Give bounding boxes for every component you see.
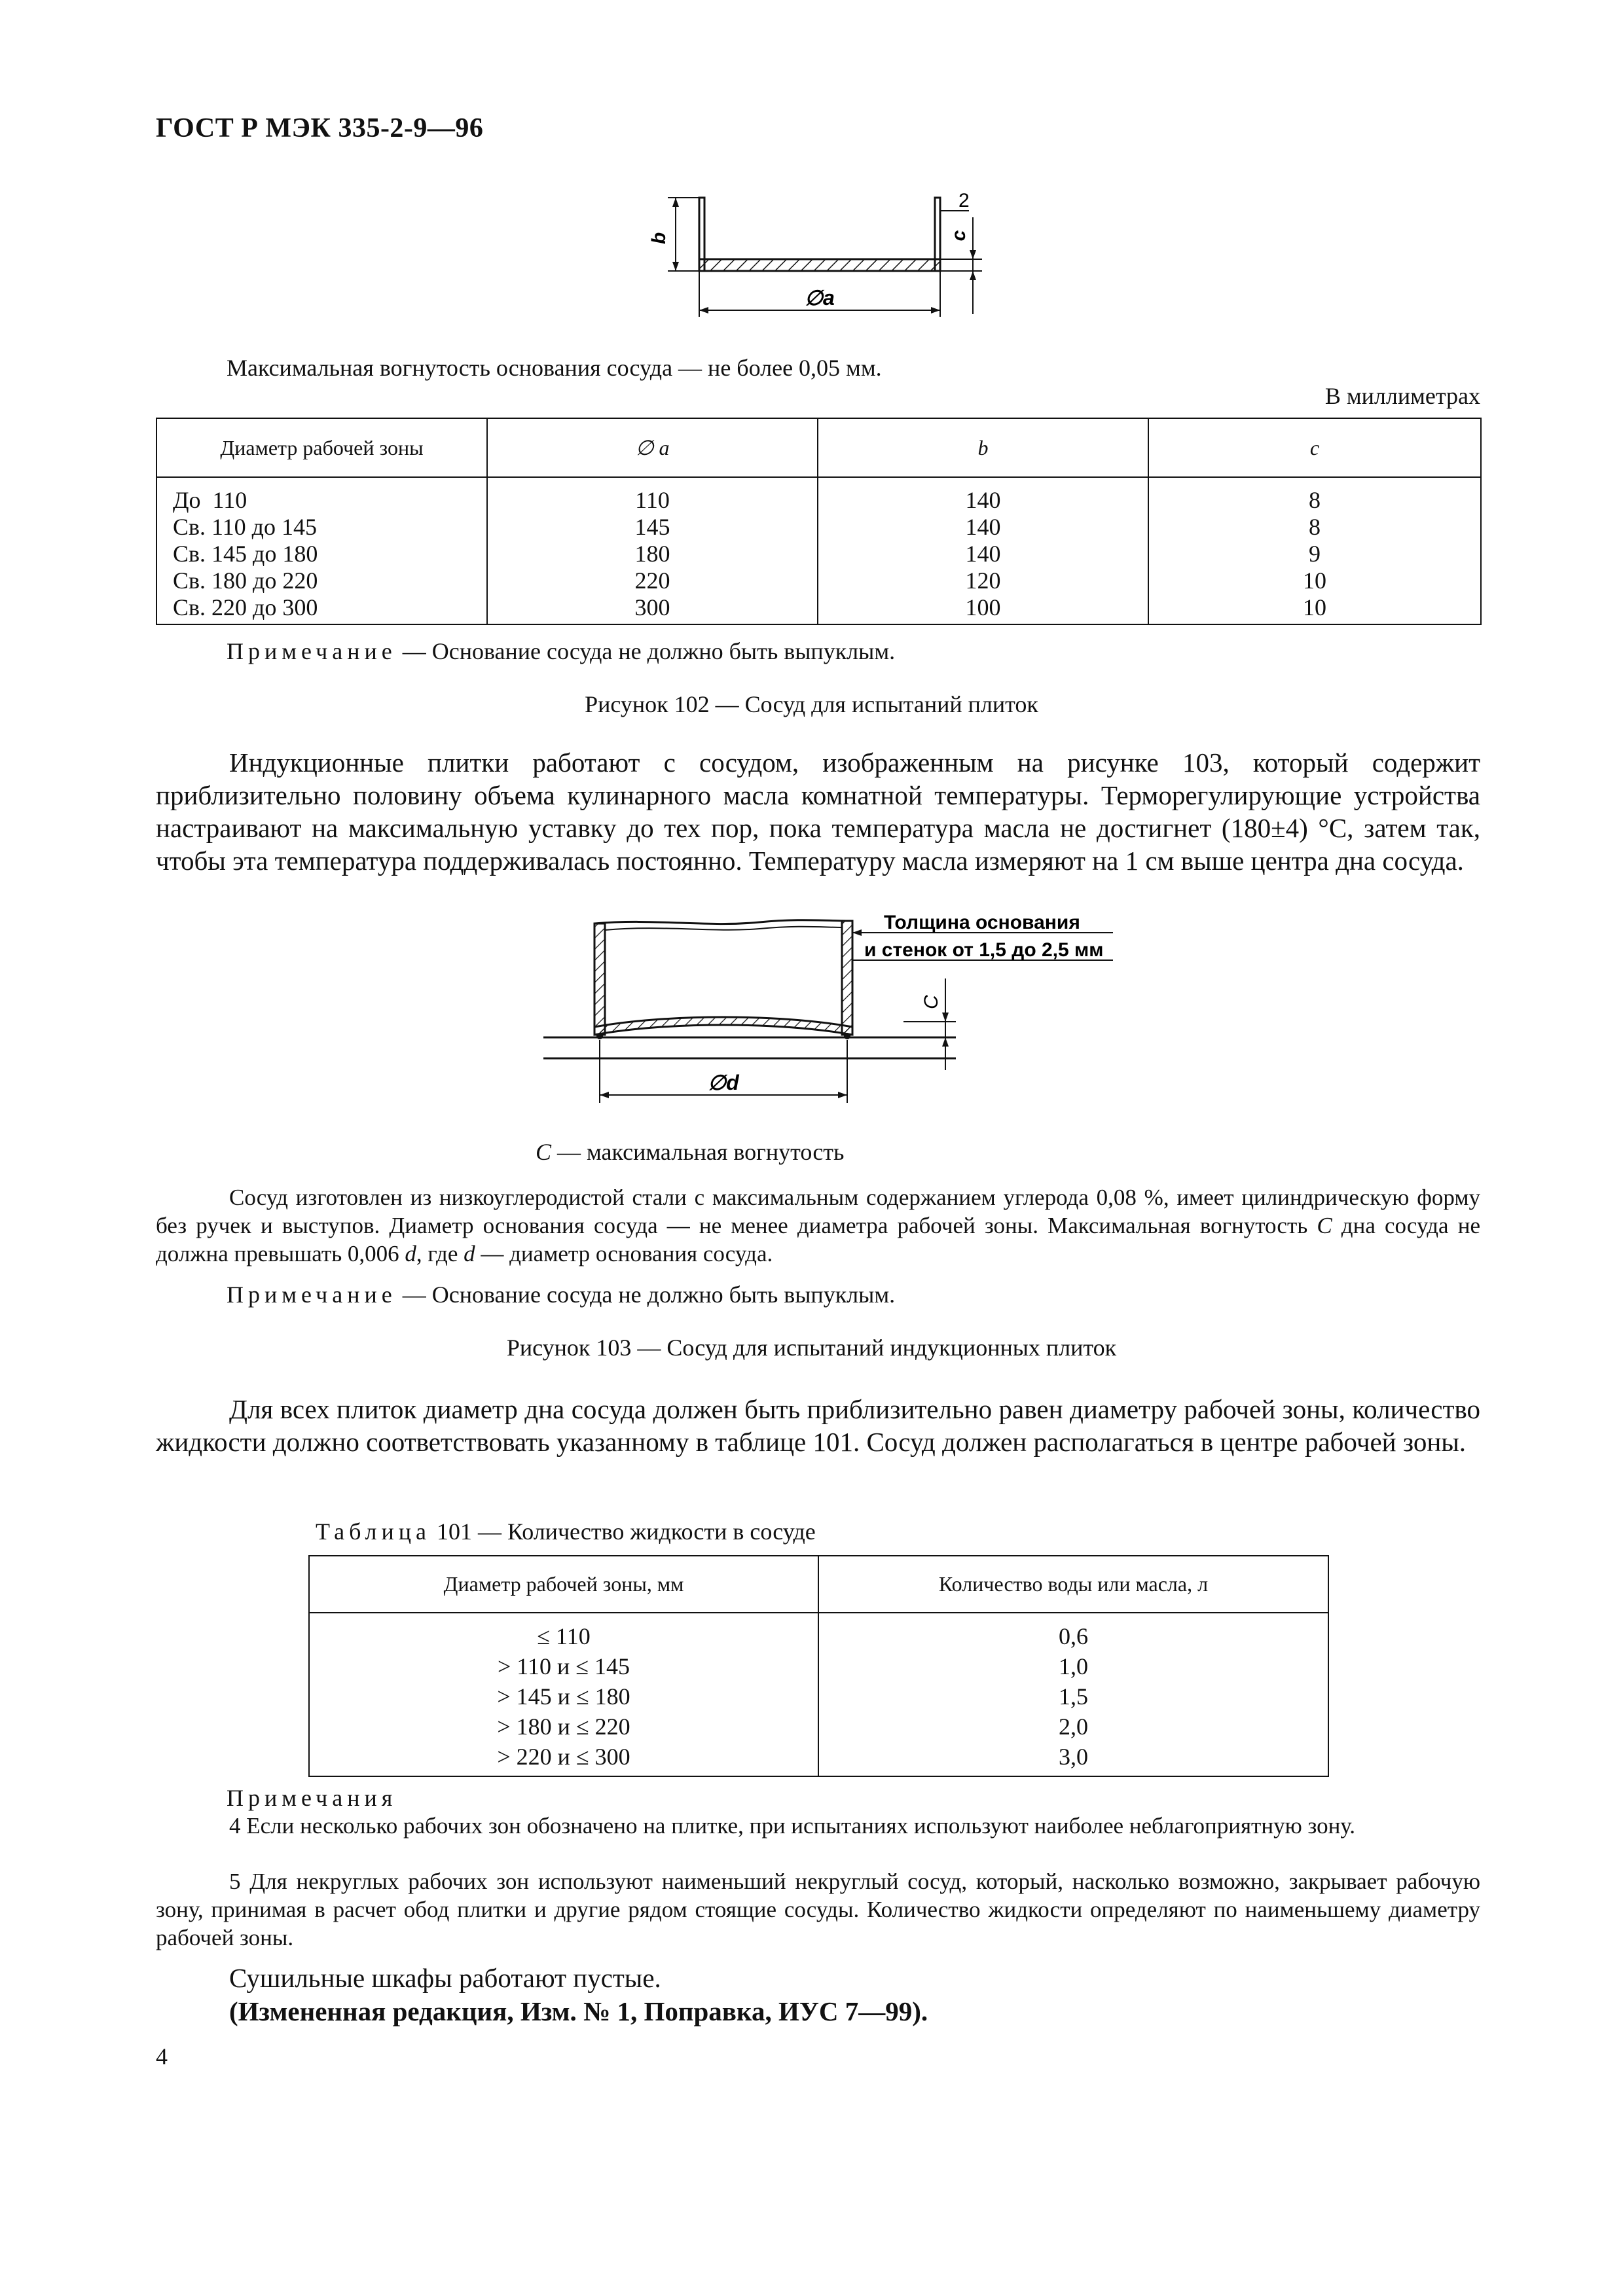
vessel-desc-d1: d: [405, 1241, 416, 1266]
table-cell: > 180 и ≤ 220: [497, 1713, 630, 1740]
table-cell: 220: [634, 567, 670, 594]
note-102: [227, 637, 895, 666]
table-cell: 8: [1309, 514, 1321, 540]
table-cell: 120: [965, 567, 1001, 594]
table-cell: 3,0: [1059, 1744, 1088, 1770]
figure-103-caption: Рисунок 103 — Сосуд для испытаний индукционных плиток: [506, 1335, 1117, 1361]
c-legend: [536, 1138, 844, 1166]
fig102-dim-a: ∅a: [805, 286, 835, 310]
fig103-thickness-label-2: и стенок от 1,5 до 2,5 мм: [864, 939, 1104, 961]
table1-col-diameter: [156, 477, 487, 624]
fig102-dim-b: b: [648, 232, 670, 245]
table-cell: 0,6: [1059, 1623, 1088, 1649]
table-cell: 140: [965, 514, 1001, 540]
table-cell: Св. 220 до 300: [173, 594, 318, 620]
table-cell: 1,5: [1059, 1683, 1088, 1710]
vessel-description: [156, 1183, 1480, 1268]
vessel-desc-part1: Сосуд изготовлен из низкоуглеродистой стали с максимальным содержанием углерода 0,08 %, имеет цилиндрическую форму без ручек и выступов. Диаметр основания сосуда — не менее диаметра рабочей зоны. Максимальная вогнутость: [156, 1185, 1480, 1238]
table-cell: ≤ 110: [537, 1623, 591, 1649]
table1-col-c: [1148, 477, 1481, 624]
notes-title: Примечания: [227, 1785, 397, 1811]
fig103-dim-d: ∅d: [708, 1071, 739, 1094]
table1-body-row: [156, 477, 1481, 624]
table-cell: До 110: [173, 487, 247, 513]
table2-col-diameter: [309, 1613, 818, 1776]
note-5: 5 Для некруглых рабочих зон используют наименьший некруглый сосуд, который, насколько возможно, закрывает рабочую зону, принимая в расчет обод плитки и другие рядом стоящие сосуды. Количество жидкости определяют по наименьшему диаметру рабочей зоны.: [156, 1869, 1480, 1950]
table2-col-quantity: [818, 1613, 1328, 1776]
note-text: — Основание сосуда не должно быть выпуклым.: [396, 1282, 896, 1308]
note-4: 4 Если несколько рабочих зон обозначено на плитке, при испытаниях используют наиболее неблагоприятную зону.: [229, 1813, 1356, 1839]
fig102-dim-c: c: [948, 230, 970, 242]
figure-103-drawing: [537, 906, 1165, 1122]
amendment-note: (Измененная редакция, Изм. № 1, Поправка, ИУС 7—99).: [229, 1996, 928, 2026]
fig103-thickness-label-1: Толщина основания: [884, 912, 1080, 933]
table-cell: > 110 и ≤ 145: [498, 1653, 630, 1679]
page-number: 4: [156, 2043, 168, 2070]
table1-col-b: [818, 477, 1148, 624]
table-cell: 8: [1309, 487, 1321, 513]
fig103-dim-c: C: [921, 995, 942, 1009]
vessel-desc-part4: — диаметр основания сосуда.: [475, 1241, 773, 1266]
vessel-desc-d2: d: [464, 1241, 475, 1266]
table-cell: > 220 и ≤ 300: [497, 1744, 630, 1770]
table2-header-quantity: Количество воды или масла, л: [818, 1556, 1328, 1613]
paragraph-induction: Индукционные плитки работают с сосудом, изображенным на рисунке 103, который содержит приблизительно половину объема кулинарного масла комнатной температуры. Терморегулирующие устройства настраивают на максимальную уставку до тех пор, пока температура масла не достигнет (180±4) °С, затем так, чтобы эта температура поддерживалась постоянно. Температуру масла измеряют на 1 см выше центра дна сосуда.: [156, 747, 1480, 876]
table-cell: Св. 110 до 145: [173, 514, 317, 540]
table-cell: 180: [634, 541, 670, 567]
table1-header-a: ∅ a: [487, 418, 818, 477]
table2-header-diameter: Диаметр рабочей зоны, мм: [309, 1556, 818, 1613]
table-cell: 110: [635, 487, 670, 513]
fig102-dim-2: 2: [958, 190, 970, 211]
table-cell: 2,0: [1059, 1713, 1088, 1740]
table2-body-row: [309, 1613, 1328, 1776]
table-cell: 100: [965, 594, 1001, 620]
figure-102-drawing: [642, 183, 1008, 327]
vessel-desc-part3: , где: [416, 1241, 464, 1266]
table-cell: 145: [634, 514, 670, 540]
table-cell: Св. 180 до 220: [173, 567, 318, 594]
note-label: Примечание: [227, 1282, 397, 1308]
table-cell: Св. 145 до 180: [173, 541, 318, 567]
figure-102-caption: Рисунок 102 — Сосуд для испытаний плиток: [585, 691, 1038, 717]
table-cell: 10: [1303, 594, 1326, 620]
table1-header-row: [156, 418, 1481, 477]
table-101-title: [316, 1517, 816, 1546]
table-dimensions: [156, 418, 1482, 625]
table-101: [308, 1555, 1329, 1777]
paragraph-all-stoves: Для всех плиток диаметр дна сосуда должен быть приблизительно равен диаметру рабочей зоны, количество жидкости должно соответствовать указанному в таблице 101. Сосуд должен располагаться в центре рабочей зоны.: [156, 1394, 1480, 1457]
note-label: Примечание: [227, 638, 397, 664]
table-cell: 10: [1303, 567, 1326, 594]
units-note: В миллиметрах: [1324, 383, 1480, 409]
table-cell: 9: [1309, 541, 1321, 567]
table2-header-row: [309, 1556, 1328, 1613]
table-cell: > 145 и ≤ 180: [497, 1683, 630, 1710]
vessel-desc-part2: дна сосуда не должна превышать 0,006: [156, 1213, 1480, 1266]
concavity-note: Максимальная вогнутость основания сосуда — не более 0,05 мм.: [227, 355, 882, 381]
table-101-label: Таблица: [316, 1518, 431, 1545]
c-symbol: C: [536, 1139, 552, 1165]
note-text: — Основание сосуда не должно быть выпуклым.: [396, 638, 896, 664]
table-cell: 140: [965, 487, 1001, 513]
note-103: [227, 1280, 895, 1309]
table-cell: 140: [965, 541, 1001, 567]
table1-header-c: c: [1148, 418, 1481, 477]
table1-col-a: [487, 477, 818, 624]
paragraph-dryers: Сушильные шкафы работают пустые.: [229, 1963, 661, 1993]
table1-header-b: b: [818, 418, 1148, 477]
c-legend-text: — максимальная вогнутость: [551, 1139, 845, 1165]
document-code: ГОСТ Р МЭК 335-2-9—96: [156, 113, 484, 143]
table-cell: 1,0: [1059, 1653, 1088, 1679]
vessel-desc-c: C: [1317, 1213, 1332, 1238]
table-101-text: 101 — Количество жидкости в сосуде: [430, 1518, 816, 1545]
table-cell: 300: [634, 594, 670, 620]
table1-header-diameter: Диаметр рабочей зоны: [156, 418, 487, 477]
